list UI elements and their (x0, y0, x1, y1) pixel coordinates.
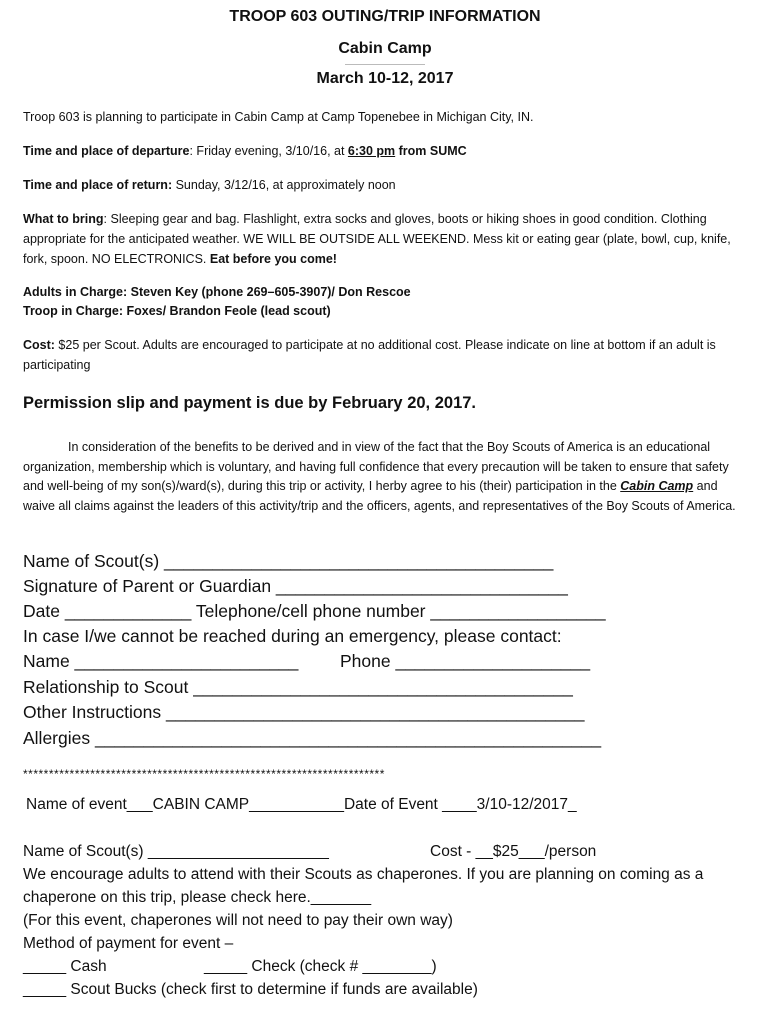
payment-method-label: Method of payment for event – (23, 935, 234, 952)
consent-paragraph (23, 438, 748, 516)
emergency-label: In case I/we cannot be reached during an emergency, please contact: (23, 626, 562, 646)
bring-label: What to bring (23, 212, 104, 226)
other-instructions-field[interactable]: Other Instructions ___________________________________________ (23, 702, 585, 722)
bring-text: : Sleeping gear and bag. Flashlight, extra socks and gloves, boots or hiking shoes in good condition. Clothing appropriate for the anticipated weather. WE WILL BE OUTSIDE ALL WEEKEND. Mess kit or eating gear (plate, bowl, cup, knife, fork, spoon. NO ELECTRONICS. (23, 212, 731, 266)
event-line[interactable]: Name of event___CABIN CAMP___________Date of Event ____3/10-12/2017_ (26, 796, 577, 813)
slip-cost: Cost - __$25___/person (430, 843, 597, 860)
departure-place: from SUMC (395, 144, 467, 158)
section-divider: ********************************************************************** (23, 767, 385, 781)
document-title: TROOP 603 OUTING/TRIP INFORMATION (229, 8, 541, 25)
signature-field[interactable]: Signature of Parent or Guardian ______________________________ (23, 576, 568, 596)
intro-paragraph: Troop 603 is planning to participate in Cabin Camp at Camp Topenebee in Michigan City, IN. (23, 110, 534, 124)
return-info (23, 175, 748, 195)
event-name: Cabin Camp (338, 40, 432, 57)
consent-after: and waive all claims against the leaders of this activity/trip and the officers, agents, and representatives of the Boy Scouts of America. (23, 479, 736, 513)
return-label: Time and place of return: (23, 178, 173, 192)
adults-in-charge: Adults in Charge: Steven Key (phone 269–605-3907)/ Don Rescoe (23, 285, 411, 299)
return-text: Sunday, 3/12/16, at approximately noon (172, 178, 396, 192)
bring-emphasis: Eat before you come! (209, 252, 337, 266)
cost-label: Cost: (23, 338, 55, 352)
relationship-field[interactable]: Relationship to Scout _______________________________________ (23, 677, 573, 697)
date-phone-field[interactable]: Date _____________ Telephone/cell phone number __________________ (23, 601, 606, 621)
title-divider (345, 64, 425, 65)
chaperone-line-2[interactable]: chaperone on this trip, please check here._______ (23, 889, 372, 906)
payment-check-option[interactable]: _____ Check (check # ________) (204, 958, 437, 975)
emergency-phone-field[interactable]: Phone ____________________ (340, 651, 591, 671)
departure-time: 6:30 pm (347, 144, 396, 158)
what-to-bring (23, 209, 748, 269)
allergies-field[interactable]: Allergies ____________________________________________________ (23, 728, 602, 748)
emergency-name-field[interactable]: Name _______________________ (23, 651, 299, 671)
slip-scout-name[interactable]: Name of Scout(s) _____________________ (23, 843, 329, 860)
event-dates: March 10-12, 2017 (316, 70, 454, 87)
payment-scout-bucks-option[interactable]: _____ Scout Bucks (check first to determine if funds are available) (23, 981, 478, 998)
permission-heading: Permission slip and payment is due by February 20, 2017. (23, 394, 477, 412)
chaperone-note: (For this event, chaperones will not need to pay their own way) (23, 912, 453, 929)
scout-name-field[interactable]: Name of Scout(s) ________________________________________ (23, 551, 554, 571)
payment-cash-option[interactable]: _____ Cash (23, 958, 107, 975)
consent-before: In consideration of the benefits to be derived and in view of the fact that the Boy Scouts of America is an educational organization, membership which is voluntary, and having full confidence that every precaution will be taken to ensure that safety and well-being of my son(s)/ward(s), during this trip or activity, I herby agree to his (their) participation in the (23, 440, 729, 493)
departure-label: Time and place of departure (23, 144, 190, 158)
chaperone-line-1: We encourage adults to attend with their Scouts as chaperones. If you are planning on coming as a (23, 866, 704, 883)
cost-info (23, 335, 748, 375)
consent-event: Cabin Camp (620, 479, 694, 493)
departure-text: : Friday evening, 3/10/16, at (189, 144, 348, 158)
cost-text: $25 per Scout. Adults are encouraged to participate at no additional cost. Please indicate on line at bottom if an adult is participating (23, 338, 716, 372)
troop-in-charge: Troop in Charge: Foxes/ Brandon Feole (lead scout) (23, 304, 331, 318)
departure-info (23, 141, 748, 161)
